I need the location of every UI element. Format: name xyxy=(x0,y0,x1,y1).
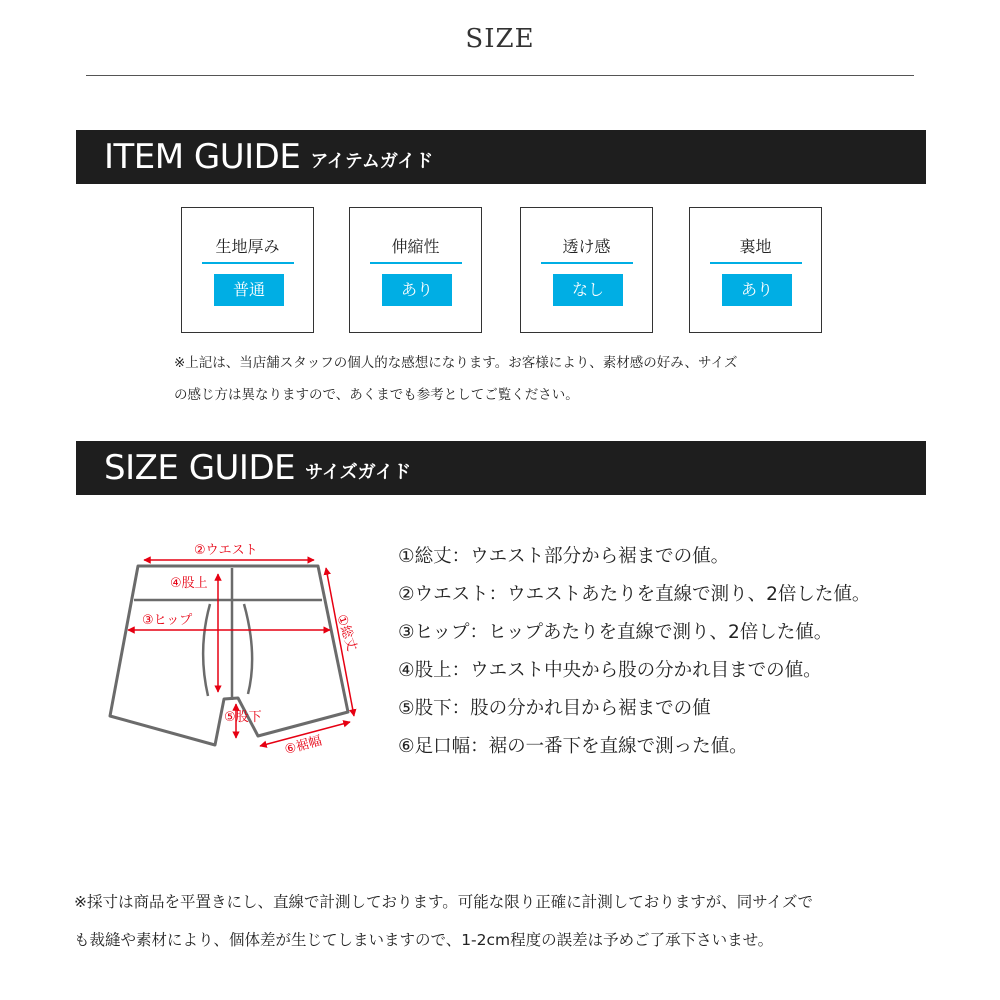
hip-label: ③ヒップ xyxy=(142,613,193,628)
guide-box-rule xyxy=(710,262,802,264)
guide-box-rule xyxy=(370,262,462,264)
definition-length: ①総丈：ウエスト部分から裾までの値。 xyxy=(398,546,730,567)
guide-box-stretch xyxy=(349,207,482,333)
guide-box-label: 透け感 xyxy=(562,237,611,256)
size-guide-title-en: SIZE GUIDE xyxy=(104,448,296,488)
guide-box-value: あり xyxy=(722,274,792,306)
hem-label: ⑥裾幅 xyxy=(283,733,324,758)
guide-box-value: あり xyxy=(382,274,452,306)
guide-box-label: 裏地 xyxy=(739,237,772,256)
definition-inseam: ⑤股下：股の分かれ目から裾までの値 xyxy=(398,698,711,719)
inseam-label: ⑤股下 xyxy=(224,710,262,725)
length-label: ①総丈 xyxy=(333,612,360,654)
guide-box-lining xyxy=(689,207,822,333)
definition-hip: ③ヒップ：ヒップあたりを直線で測り、2倍した値。 xyxy=(398,622,833,643)
item-guide-title-ja: アイテムガイド xyxy=(310,151,434,172)
shorts-diagram xyxy=(100,530,370,765)
guide-box-rule xyxy=(202,262,294,264)
guide-box-label: 生地厚み xyxy=(215,237,280,256)
definition-waist: ②ウエスト：ウエストあたりを直線で測り、2倍した値。 xyxy=(398,584,871,605)
size-guide-header xyxy=(76,441,926,495)
guide-box-rule xyxy=(541,262,633,264)
definition-rise: ④股上：ウエスト中央から股の分かれ目までの値。 xyxy=(398,660,822,681)
item-guide-title-en: ITEM GUIDE xyxy=(104,137,301,177)
footer-note-line: ※採寸は商品を平置きにし、直線で計測しております。可能な限り正確に計測しておりますが、同サイズで xyxy=(74,893,814,911)
guide-box-sheerness xyxy=(520,207,653,333)
rise-label: ④股上 xyxy=(170,576,208,591)
footer-note-line: も裁縫や素材により、個体差が生じてしまいますので、1-2cm程度の誤差は予めご了承下さいませ。 xyxy=(74,931,774,949)
item-guide-note-line: の感じ方は異なりますので、あくまでも参考としてご覧ください。 xyxy=(174,387,579,403)
size-guide-title-ja: サイズガイド xyxy=(305,462,412,483)
definition-hem: ⑥足口幅：裾の一番下を直線で測った値。 xyxy=(398,736,748,757)
guide-box-thickness xyxy=(181,207,314,333)
guide-box-value: 普通 xyxy=(214,274,284,306)
item-guide-header xyxy=(76,130,926,184)
title-divider xyxy=(86,75,914,76)
page-title: SIZE xyxy=(465,24,535,54)
waist-label: ②ウエスト xyxy=(194,543,258,558)
guide-box-value: なし xyxy=(553,274,623,306)
item-guide-note-line: ※上記は、当店舗スタッフの個人的な感想になります。お客様により、素材感の好み、サイズ xyxy=(174,355,738,371)
guide-box-label: 伸縮性 xyxy=(391,237,440,256)
